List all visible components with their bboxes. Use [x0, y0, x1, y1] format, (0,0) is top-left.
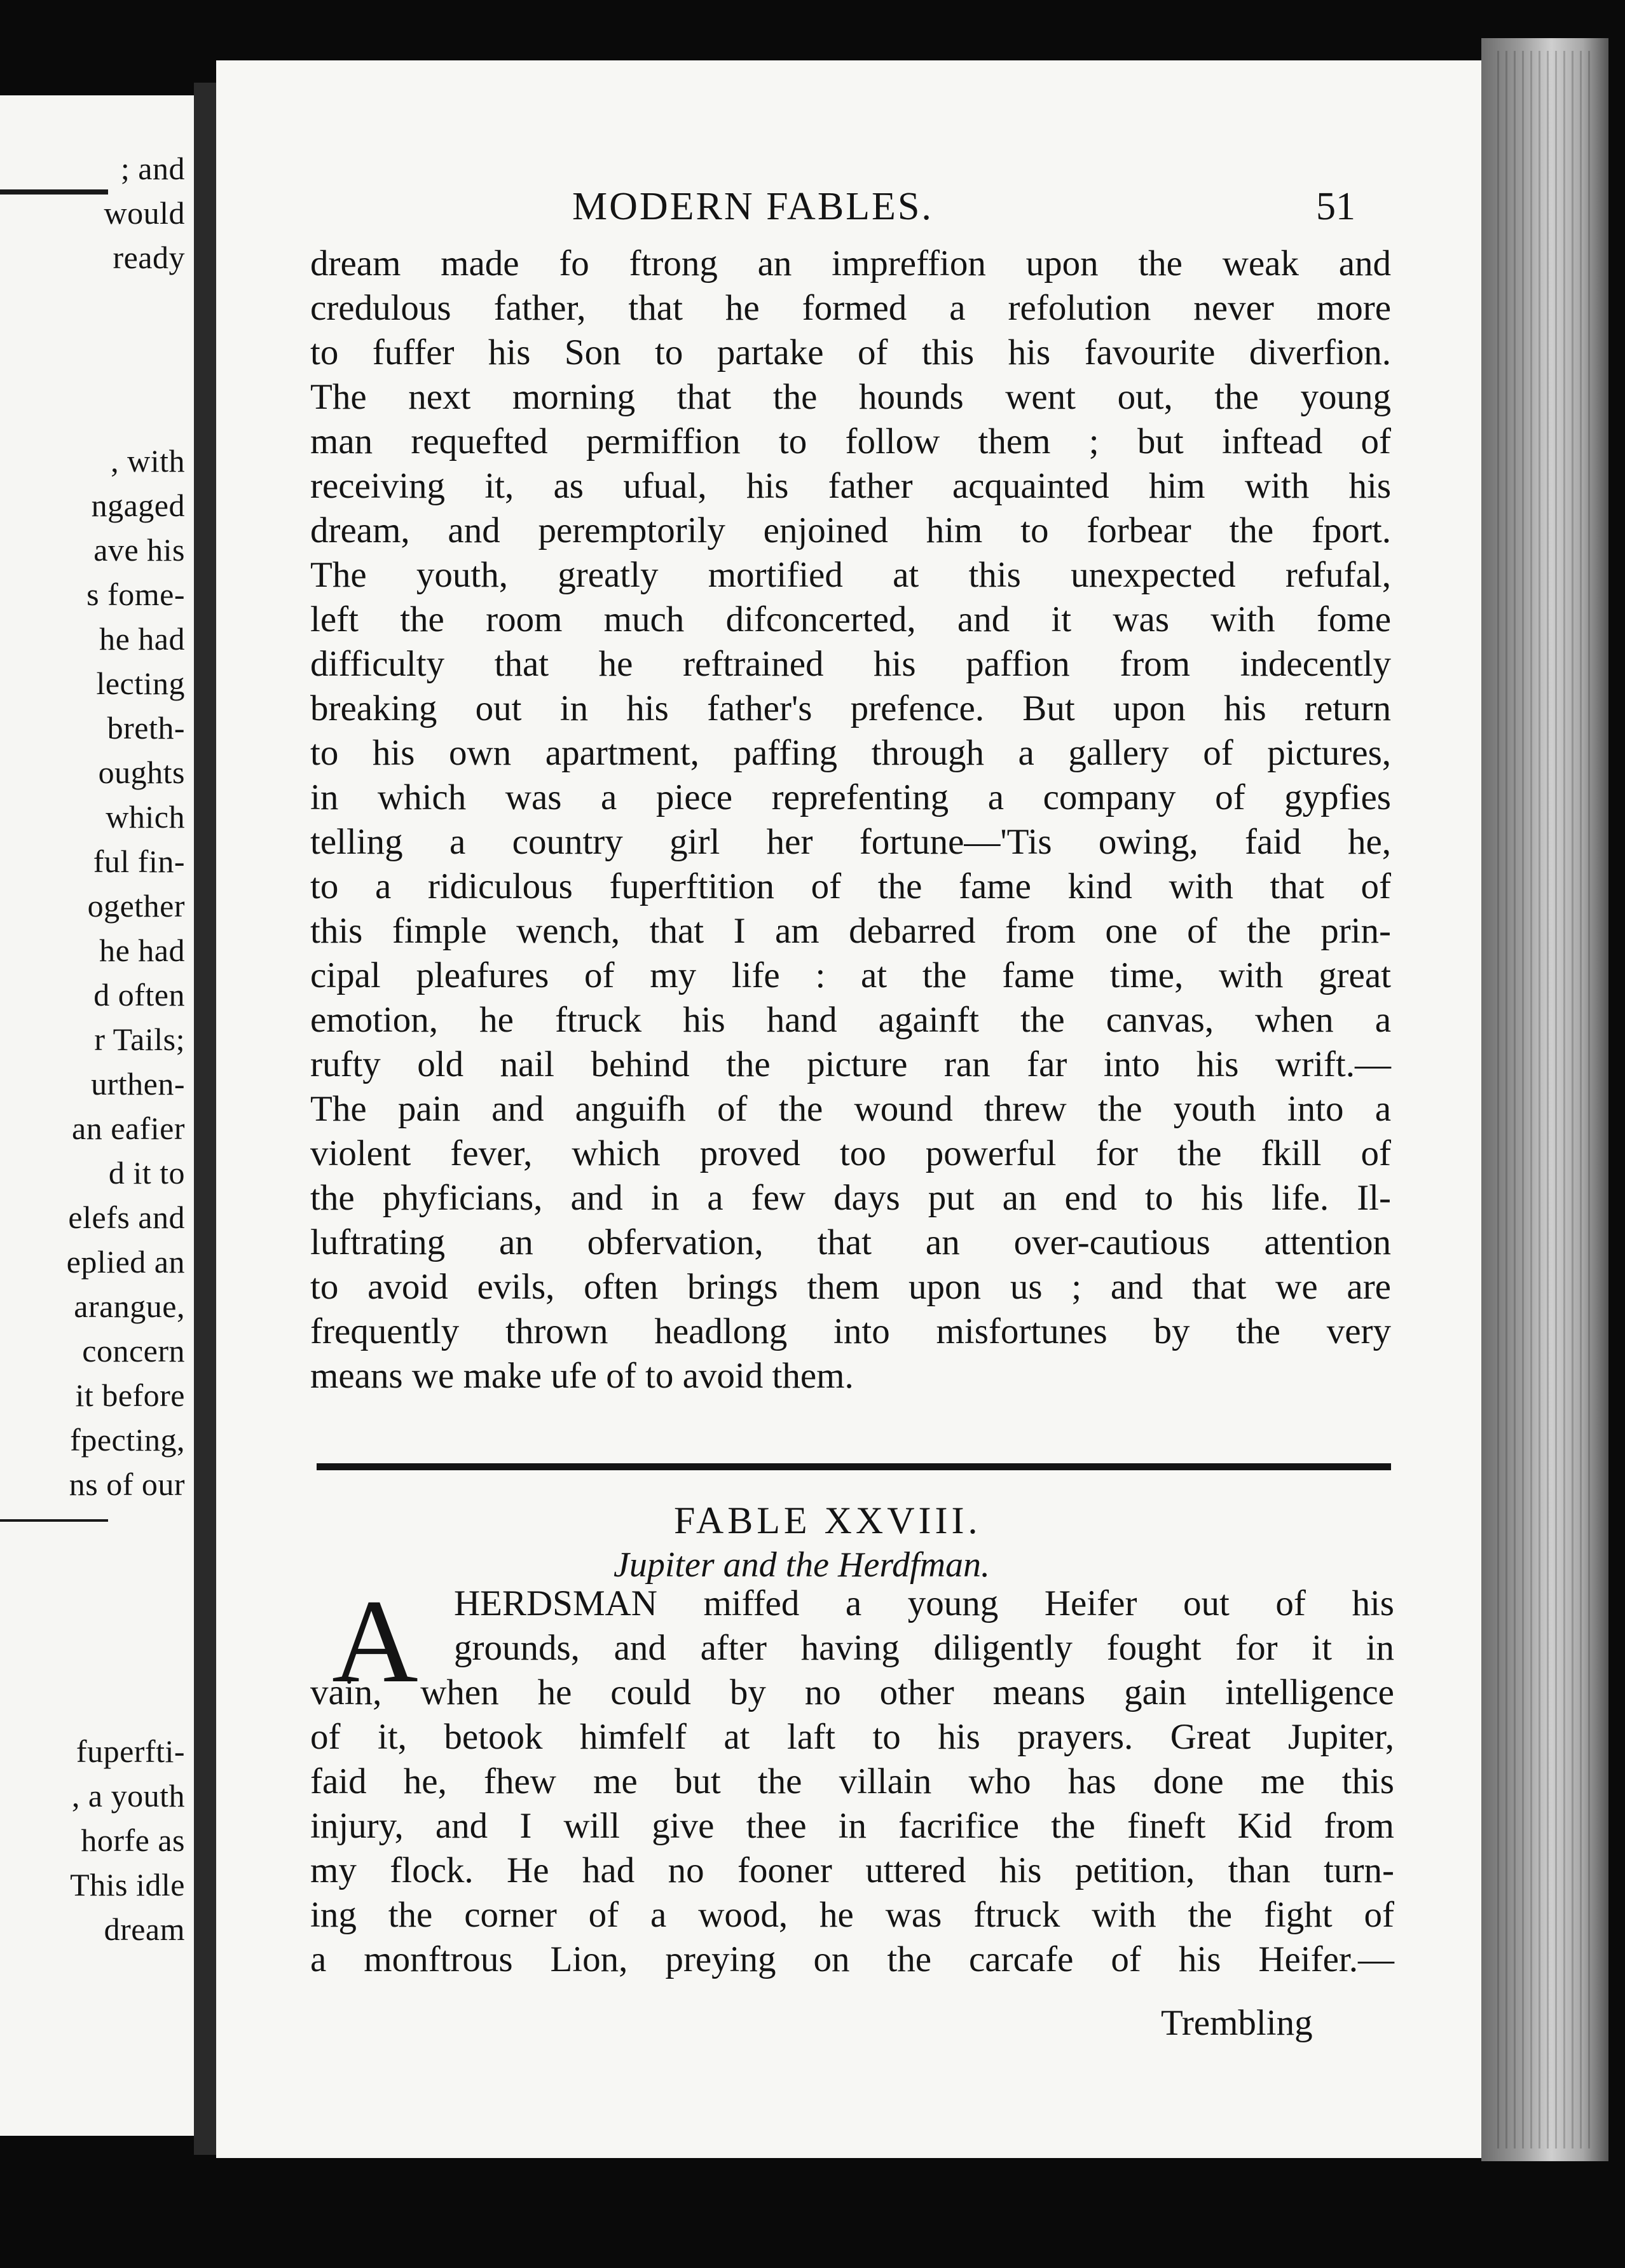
- left-page-line: This idle: [70, 1867, 185, 1903]
- left-page-line: , a youth: [71, 1778, 185, 1814]
- text-line: dream made fo ftrong an impreffion upon the weak and: [310, 243, 1391, 284]
- drop-cap: A: [332, 1575, 418, 1707]
- left-page-line: fuperfti-: [76, 1733, 185, 1769]
- left-page-line: r Tails;: [94, 1021, 185, 1057]
- left-page-line: concern: [82, 1333, 185, 1369]
- left-page-line: he had: [99, 932, 185, 968]
- fable-subtitle: Jupiter and the Herdfman.: [614, 1545, 991, 1585]
- left-page-line: ful fin-: [93, 844, 185, 879]
- text-line: this fimple wench, that I am debarred from one of the prin-: [310, 911, 1391, 951]
- page-edge-lines: [1497, 51, 1593, 2148]
- left-page-line: it before: [75, 1377, 185, 1413]
- left-page-line: urthen-: [91, 1066, 185, 1102]
- left-page-line: dream: [104, 1911, 185, 1947]
- fable-text: [310, 1575, 1394, 1982]
- left-page-line: arangue,: [74, 1288, 185, 1324]
- page-number: 51: [1316, 185, 1355, 228]
- text-line: to fuffer his Son to partake of this his favourite diverfion.: [310, 332, 1391, 372]
- left-page-line: horfe as: [81, 1822, 185, 1858]
- fable-line: a monftrous Lion, preying on the carcafe of his Heifer.—: [310, 1939, 1394, 1979]
- text-line: emotion, he ftruck his hand againft the canvas, when a: [310, 1000, 1391, 1040]
- left-page-line: would: [104, 195, 185, 231]
- text-line: to a ridiculous fuperftition of the fame kind with that of: [310, 866, 1391, 906]
- left-page-line: ; and: [120, 151, 185, 186]
- text-line: means we make ufe of to avoid them.: [310, 1356, 854, 1396]
- left-page-rule: [0, 189, 108, 195]
- text-line: The pain and anguifh of the wound threw the youth into a: [310, 1089, 1391, 1129]
- left-page-line: ave his: [93, 532, 185, 568]
- text-line: frequently thrown headlong into misfortunes by the very: [310, 1311, 1391, 1351]
- text-line: man requefted permiffion to follow them ; but inftead of: [310, 421, 1391, 461]
- fable-line: HERDSMAN miffed a young Heifer out of his: [454, 1583, 1394, 1623]
- left-page-line: s fome-: [86, 577, 185, 612]
- left-page-line: ready: [113, 240, 185, 275]
- left-page-line: ogether: [87, 888, 185, 924]
- text-line: in which was a piece reprefenting a company of gypfies: [310, 777, 1391, 817]
- catchword: Trembling: [1161, 2003, 1313, 2043]
- left-page-line: which: [106, 799, 185, 835]
- left-page-line: , with: [111, 443, 185, 479]
- left-page-line: fpecting,: [70, 1422, 185, 1458]
- left-page-line: oughts: [98, 755, 185, 790]
- text-line: left the room much difconcerted, and it was with fome: [310, 599, 1391, 639]
- book-gutter: [194, 83, 216, 2155]
- text-line: dream, and peremptorily enjoined him to forbear the fport.: [310, 510, 1391, 550]
- text-line: credulous father, that he formed a refolution never more: [310, 288, 1391, 328]
- fable-line: of it, betook himfelf at laft to his prayers. Great Jupiter,: [310, 1717, 1394, 1757]
- fable-heading: FABLE XXVIII.: [674, 1499, 982, 1541]
- left-page-line: an eafier: [72, 1110, 185, 1146]
- text-line: difficulty that he reftrained his paffion from indecently: [310, 644, 1391, 684]
- left-page-line: ns of our: [69, 1466, 185, 1502]
- fable-line: grounds, and after having diligently fought for it in: [454, 1628, 1394, 1668]
- fable-line: injury, and I will give thee in facrifice the fineft Kid from: [310, 1806, 1394, 1846]
- text-line: rufty old nail behind the picture ran far into his wrift.—: [310, 1044, 1391, 1084]
- fable-line: my flock. He had no fooner uttered his petition, than turn-: [310, 1850, 1394, 1890]
- text-line: violent fever, which proved too powerful for the fkill of: [310, 1133, 1391, 1173]
- left-page-line: lecting: [96, 666, 185, 701]
- section-divider: [317, 1463, 1391, 1470]
- text-line: cipal pleafures of my life : at the fame time, with great: [310, 955, 1391, 995]
- body-text: [310, 242, 1391, 1398]
- text-line: luftrating an obfervation, that an over-cautious attention: [310, 1222, 1391, 1262]
- fable-line: ing the corner of a wood, he was ftruck with the fight of: [310, 1895, 1394, 1935]
- text-line: the phyficians, and in a few days put an end to his life. Il-: [310, 1178, 1391, 1218]
- left-page-line: elefs and: [68, 1199, 185, 1235]
- left-page-line: d it to: [108, 1155, 185, 1191]
- left-page: [0, 95, 194, 2136]
- left-page-rule: [0, 1519, 108, 1522]
- text-line: The youth, greatly mortified at this unexpected refufal,: [310, 555, 1391, 595]
- left-page-line: breth-: [107, 710, 185, 746]
- left-page-line: eplied an: [66, 1244, 185, 1280]
- text-line: breaking out in his father's prefence. But upon his return: [310, 688, 1391, 728]
- text-line: receiving it, as ufual, his father acquainted him with his: [310, 466, 1391, 506]
- left-page-line: he had: [99, 621, 185, 657]
- running-head: MODERN FABLES.: [572, 185, 933, 228]
- left-page-line: d often: [93, 977, 185, 1013]
- text-line: The next morning that the hounds went out, the young: [310, 377, 1391, 417]
- fable-line: vain, when he could by no other means gain intelligence: [310, 1672, 1394, 1712]
- text-line: to avoid evils, often brings them upon us ; and that we are: [310, 1267, 1391, 1307]
- text-line: to his own apartment, paffing through a gallery of pictures,: [310, 733, 1391, 773]
- text-line: telling a country girl her fortune—'Tis owing, faid he,: [310, 822, 1391, 862]
- fable-line: faid he, fhew me but the villain who has done me this: [310, 1761, 1394, 1801]
- left-page-line: ngaged: [91, 488, 185, 523]
